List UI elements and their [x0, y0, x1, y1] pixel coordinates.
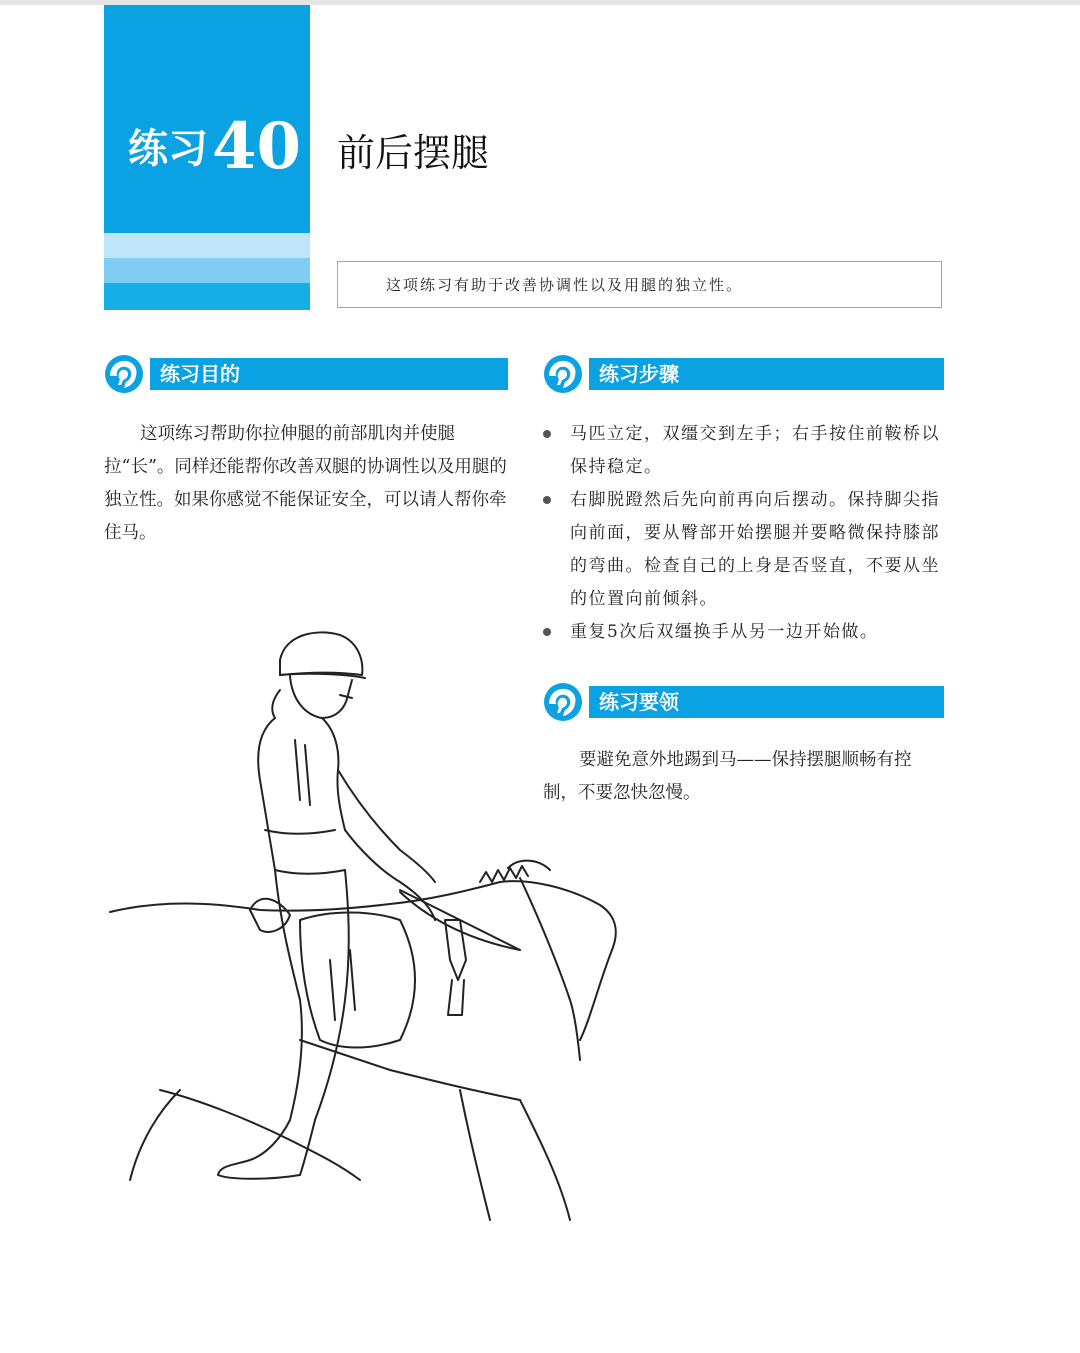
- step-text: 马匹立定，双缰交到左手；右手按住前鞍桥以保持稳定。: [570, 424, 940, 477]
- rider-silhouette-icon: [104, 354, 144, 394]
- exercise-number-block: [104, 5, 310, 233]
- section-bar-divider: [585, 358, 589, 390]
- decor-stripe-mid: [104, 258, 310, 283]
- page-title: 前后摆腿: [337, 131, 490, 175]
- intro-text: 这项练习有助于改善协调性以及用腿的独立性。: [386, 276, 744, 294]
- section-header-purpose: [104, 358, 508, 390]
- rider-illustration: [100, 620, 630, 1240]
- section-title-essentials: 练习要领: [599, 690, 679, 714]
- essentials-paragraph: 要避免意外地踢到马——保持摆腿顺畅有控制，不要忽快忽慢。: [543, 750, 912, 803]
- list-item: [540, 418, 945, 484]
- decor-stripe-dark: [104, 283, 310, 310]
- step-text: 右脚脱蹬然后先向前再向后摆动。保持脚尖指向前面，要从臀部开始摆腿并要略微保持膝部的弯曲。检查自己的上身是否竖直，不要从坐的位置向前倾斜。: [570, 490, 940, 609]
- exercise-number: 40: [212, 109, 302, 184]
- section-bar-divider: [146, 358, 150, 390]
- bullet-dot: [543, 496, 551, 504]
- step-text: 重复5次后双缰换手从另一边开始做。: [570, 622, 879, 642]
- bullet-dot: [543, 430, 551, 438]
- rider-silhouette-icon: [543, 354, 583, 394]
- section-title-steps: 练习步骤: [599, 362, 679, 386]
- decor-stripe-light: [104, 233, 310, 258]
- section-header-steps: [543, 358, 944, 390]
- exercise-label: [128, 109, 302, 184]
- list-item: [540, 484, 945, 616]
- steps-list: [540, 418, 945, 649]
- purpose-paragraph: 这项练习帮助你拉伸腿的前部肌肉并使腿拉“长”。同样还能帮你改善双腿的协调性以及用腿的独立性。如果你感觉不能保证安全，可以请人帮你牵住马。: [104, 424, 507, 543]
- exercise-label-text: 练习: [128, 125, 208, 172]
- section-title-purpose: 练习目的: [160, 362, 240, 386]
- intro-box: [337, 261, 942, 308]
